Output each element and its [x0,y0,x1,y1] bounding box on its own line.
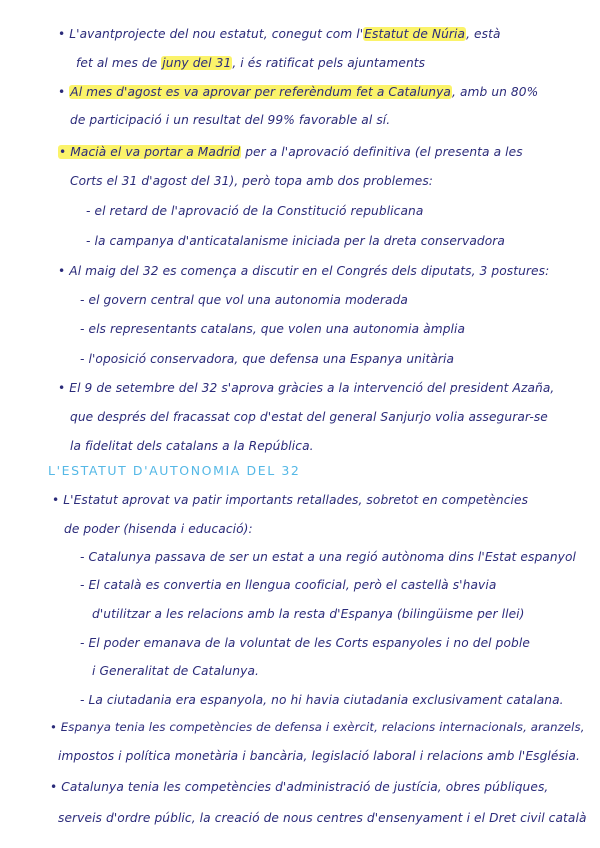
p6-line7: i Generalitat de Catalunya. [92,664,259,678]
p4-line1: • Al maig del 32 es comença a discutir en el Congrés dels diputats, 3 postures: [58,264,550,278]
p3-line1 [58,144,523,160]
p1-line2 [76,55,425,71]
p1-line1 [58,26,501,42]
p8-line2: serveis d'ordre públic, la creació de nous centres d'ensenyament i el Dret civil català [58,811,587,825]
p3-line4: - la campanya d'anticatalanisme iniciada per la dreta conservadora [86,234,505,248]
p4-line2: - el govern central que vol una autonomia moderada [80,293,408,307]
text: , i és ratificat pels ajuntaments [232,56,426,70]
p6-line8: - La ciutadania era espanyola, no hi havia ciutadania exclusivament catalana. [80,693,564,707]
p8-line1: • Catalunya tenia les competències d'administració de justícia, obres públiques, [50,780,549,794]
p7-line2: impostos i política monetària i bancària, legislació laboral i relacions amb l'Església. [58,749,580,763]
p2-line2: de participació i un resultat del 99% favorable al sí. [70,113,391,127]
p2-line1 [58,84,538,100]
text: fet al mes de [76,56,162,70]
p4-line4: - l'oposició conservadora, que defensa una Espanya unitària [80,352,455,366]
text: • [58,85,70,99]
highlight: • Macià el va portar a Madrid [59,145,241,159]
p6-line5: d'utilitzar a les relacions amb la resta d'Espanya (bilingüisme per llei) [92,607,525,621]
highlight: Al mes d'agost es va aprovar per referèndum fet a Catalunya [70,85,452,99]
p6-line4: - El català es convertia en llengua cooficial, però el castellà s'havia [80,578,497,592]
p3-line3: - el retard de l'aprovació de la Constitució republicana [86,204,424,218]
p5-line3: la fidelitat dels catalans a la República. [70,439,314,453]
p6-line6: - El poder emanava de la voluntat de les Corts espanyoles i no del poble [80,636,530,650]
p3-line2: Corts el 31 d'agost del 31), però topa amb dos problemes: [70,174,433,188]
text: , està [466,27,501,41]
section-heading: L'ESTATUT D'AUTONOMIA DEL 32 [48,463,301,478]
text: per a l'aprovació definitiva (el presenta a les [241,145,523,159]
p5-line2: que després del fracassat cop d'estat del general Sanjurjo volia assegurar-se [70,410,548,424]
text: • L'avantprojecte del nou estatut, conegut com l' [58,27,364,41]
highlight: Estatut de Núria [364,27,466,41]
p5-line1: • El 9 de setembre del 32 s'aprova gràcies a la intervenció del president Azaña, [58,381,555,395]
p6-line2: de poder (hisenda i educació): [64,522,253,536]
p6-line1: • L'Estatut aprovat va patir importants retallades, sobretot en competències [52,493,529,507]
p6-line3: - Catalunya passava de ser un estat a una regió autònoma dins l'Estat espanyol [80,550,577,564]
p4-line3: - els representants catalans, que volen una autonomia àmplia [80,322,466,336]
highlight: juny del 31 [162,56,232,70]
text: , amb un 80% [452,85,539,99]
p7-line1: • Espanya tenia les competències de defensa i exèrcit, relacions internacionals, aranzels, [50,720,585,734]
